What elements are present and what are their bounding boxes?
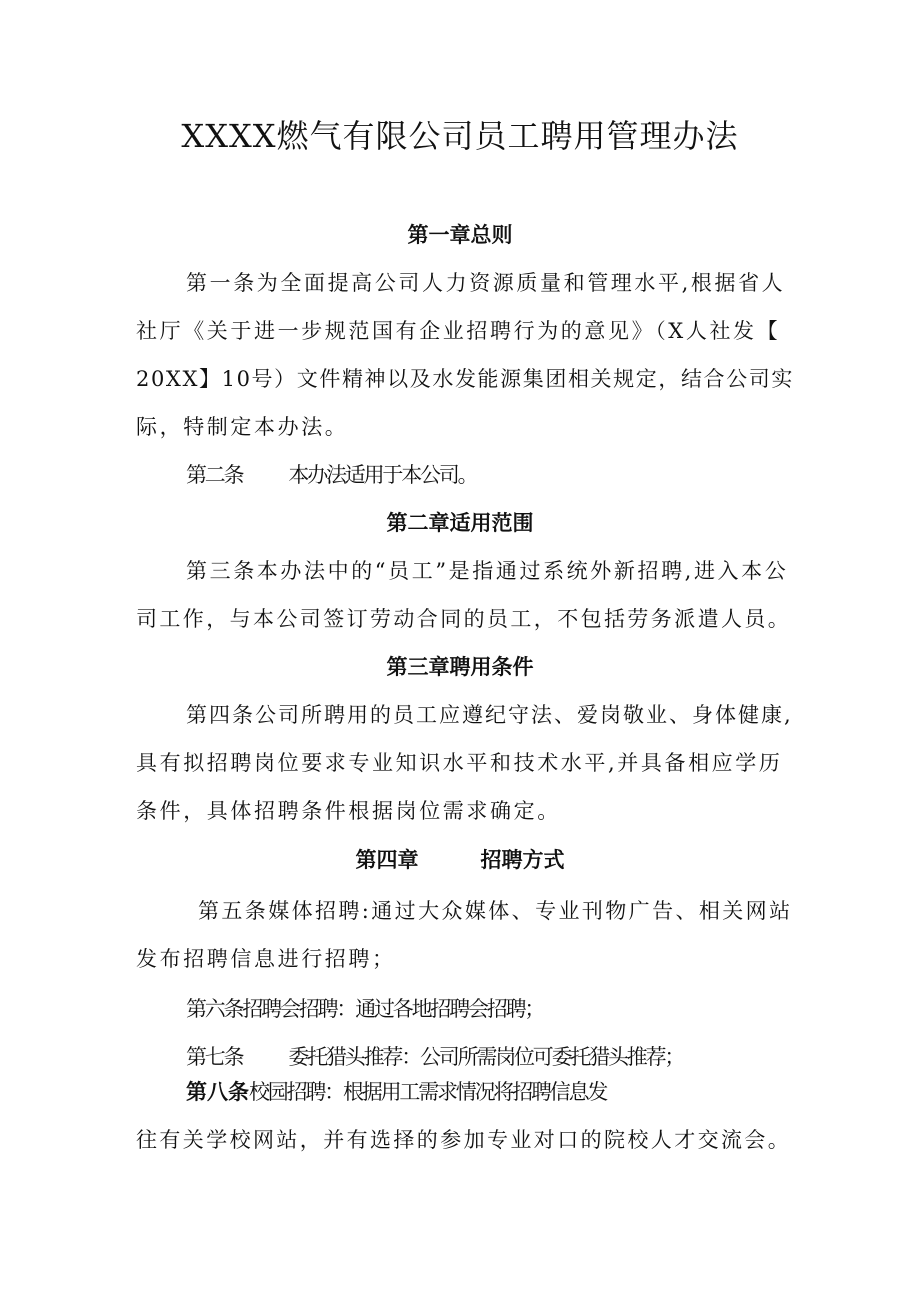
article-4-line-2: 具有拟招聘岗位要求专业知识水平和技术水平,并具备相应学历 bbox=[136, 751, 783, 775]
chapter-4-title: 招聘方式 bbox=[480, 848, 565, 872]
article-1-line-1: 第一条为全面提高公司人力资源质量和管理水平,根据省人 bbox=[186, 271, 786, 295]
article-8-text: 校园招聘：根据用工需求情况将招聘信息发 bbox=[249, 1080, 607, 1104]
article-7 bbox=[186, 1042, 846, 1072]
article-4-line-3: 条件，具体招聘条件根据岗位需求确定。 bbox=[136, 799, 561, 823]
article-1-line-3: 20XX】10号）文件精神以及水发能源集团相关规定，结合公司实 bbox=[136, 367, 794, 391]
document-title: XXXX燃气有限公司员工聘用管理办法 bbox=[181, 117, 739, 155]
chapter-heading-2: 第二章适用范围 bbox=[386, 511, 534, 535]
article-8-line-2: 往有关学校网站，并有选择的参加专业对口的院校人才交流会。 bbox=[136, 1128, 792, 1152]
chapter-4-number: 第四章 bbox=[355, 848, 419, 872]
chapter-heading-4 bbox=[0, 845, 920, 875]
article-7-text: 委托猎头推荐：公司所需岗位可委托猎头推荐； bbox=[288, 1045, 684, 1069]
chapter-heading-3: 第三章聘用条件 bbox=[386, 655, 534, 679]
article-1-line-4: 际，特制定本办法。 bbox=[136, 415, 349, 439]
article-3-line-1: 第三条本办法中的“员工”是指通过系统外新招聘,进入本公 bbox=[186, 559, 789, 583]
article-2 bbox=[186, 460, 846, 490]
article-1-line-2: 社厅《关于进一步规范国有企业招聘行为的意见》（X人社发【 bbox=[136, 319, 781, 343]
article-5-line-2: 发布招聘信息进行招聘； bbox=[136, 947, 396, 971]
chapter-heading-1: 第一章总则 bbox=[407, 223, 513, 247]
article-8-label: 第八条 bbox=[186, 1080, 249, 1104]
article-2-label: 第二条 bbox=[186, 463, 243, 487]
article-8-line-1 bbox=[186, 1077, 846, 1107]
article-5-line-1: 第五条媒体招聘:通过大众媒体、专业刊物广告、相关网站 bbox=[198, 899, 793, 923]
article-3-line-2: 司工作，与本公司签订劳动合同的员工，不包括劳务派遣人员。 bbox=[136, 607, 792, 631]
article-7-label: 第七条 bbox=[186, 1045, 243, 1069]
article-4-line-1: 第四条公司所聘用的员工应遵纪守法、爱岗敬业、身体健康, bbox=[186, 703, 793, 727]
article-2-text: 本办法适用于本公司。 bbox=[288, 463, 477, 487]
article-6: 第六条招聘会招聘：通过各地招聘会招聘； bbox=[186, 997, 544, 1021]
